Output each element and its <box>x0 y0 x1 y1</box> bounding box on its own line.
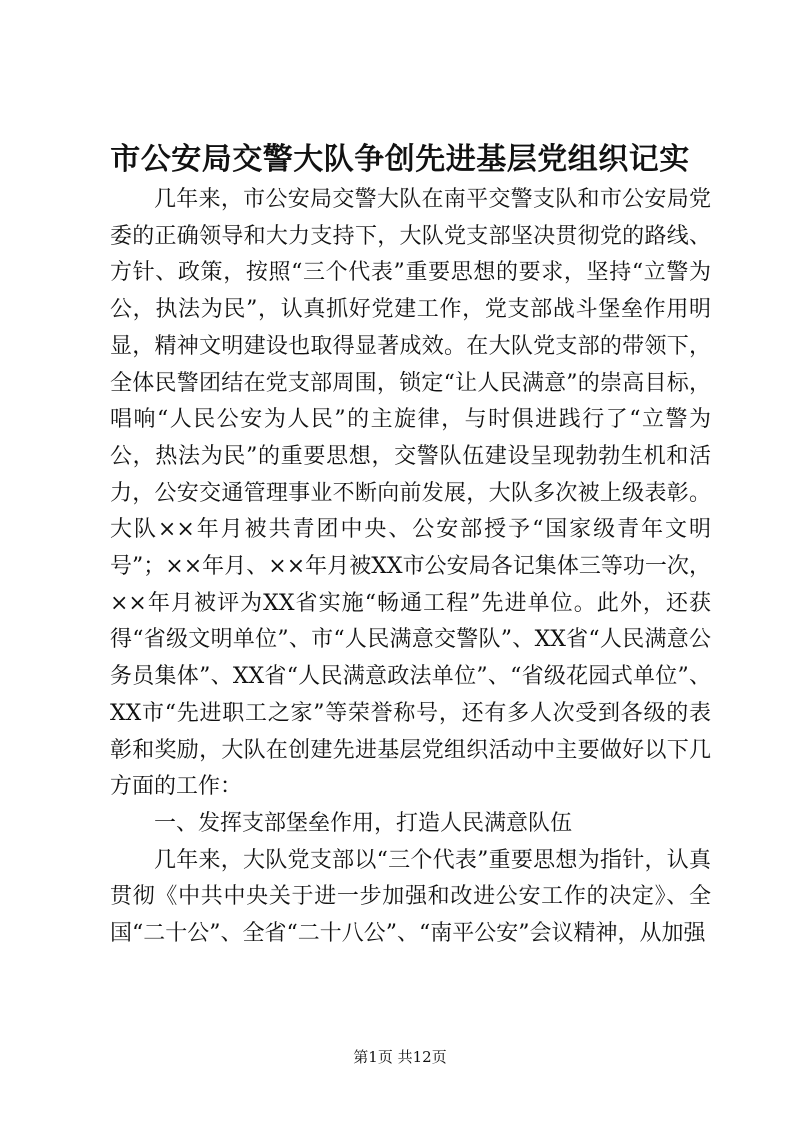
section-heading-1: 一、发挥支部堡垒作用，打造人民满意队伍 <box>154 810 573 836</box>
page-title: 市公安局交警大队争创先进基层党组织记实 <box>110 142 690 177</box>
document-body <box>110 182 711 953</box>
paragraph-section-1: 几年来，大队党支部以“三个代表”重要思想为指针，认真贯彻《中共中央关于进一步加强和改进公安工作的决定》、全国“二十公”、全省“二十八公”、“南平公安”会议精神，从加强 <box>110 847 711 947</box>
paragraph-intro: 几年来，市公安局交警大队在南平交警支队和市公安局党委的正确领导和大力支持下，大队党支部坚决贯彻党的路线、方针、政策，按照“三个代表”重要思想的要求，坚持“立警为公，执法为民”，认真抓好党建工作，党支部战斗堡垒作用明显，精神文明建设也取得显著成效。在大队党支部的带领下，全体民警团结在党支部周围，锁定“让人民满意”的崇高目标，唱响“人民公安为人民”的主旋律，与时俱进践行了“立警为公，热法为民”的重要思想，交警队伍建设呈现勃勃生机和活力，公安交通管理事业不断向前发展，大队多次被上级表彰。大队××年月被共青团中央、公安部授予“国家级青年文明号”；××年月、××年月被XX市公安局各记集体三等功一次，××年月被评为XX省实施“畅通工程”先进单位。此外，还获得“省级文明单位”、市“人民满意交警队”、XX省“人民满意公务员集体”、XX省“人民满意政法单位”、“省级花园式单位”、XX市“先进职工之家”等荣誉称号，还有多人次受到各级的表彰和奖励，大队在创建先进基层党组织活动中主要做好以下几方面的工作： <box>110 187 711 800</box>
page-number-footer: 第1页 共12页 <box>353 1048 447 1066</box>
